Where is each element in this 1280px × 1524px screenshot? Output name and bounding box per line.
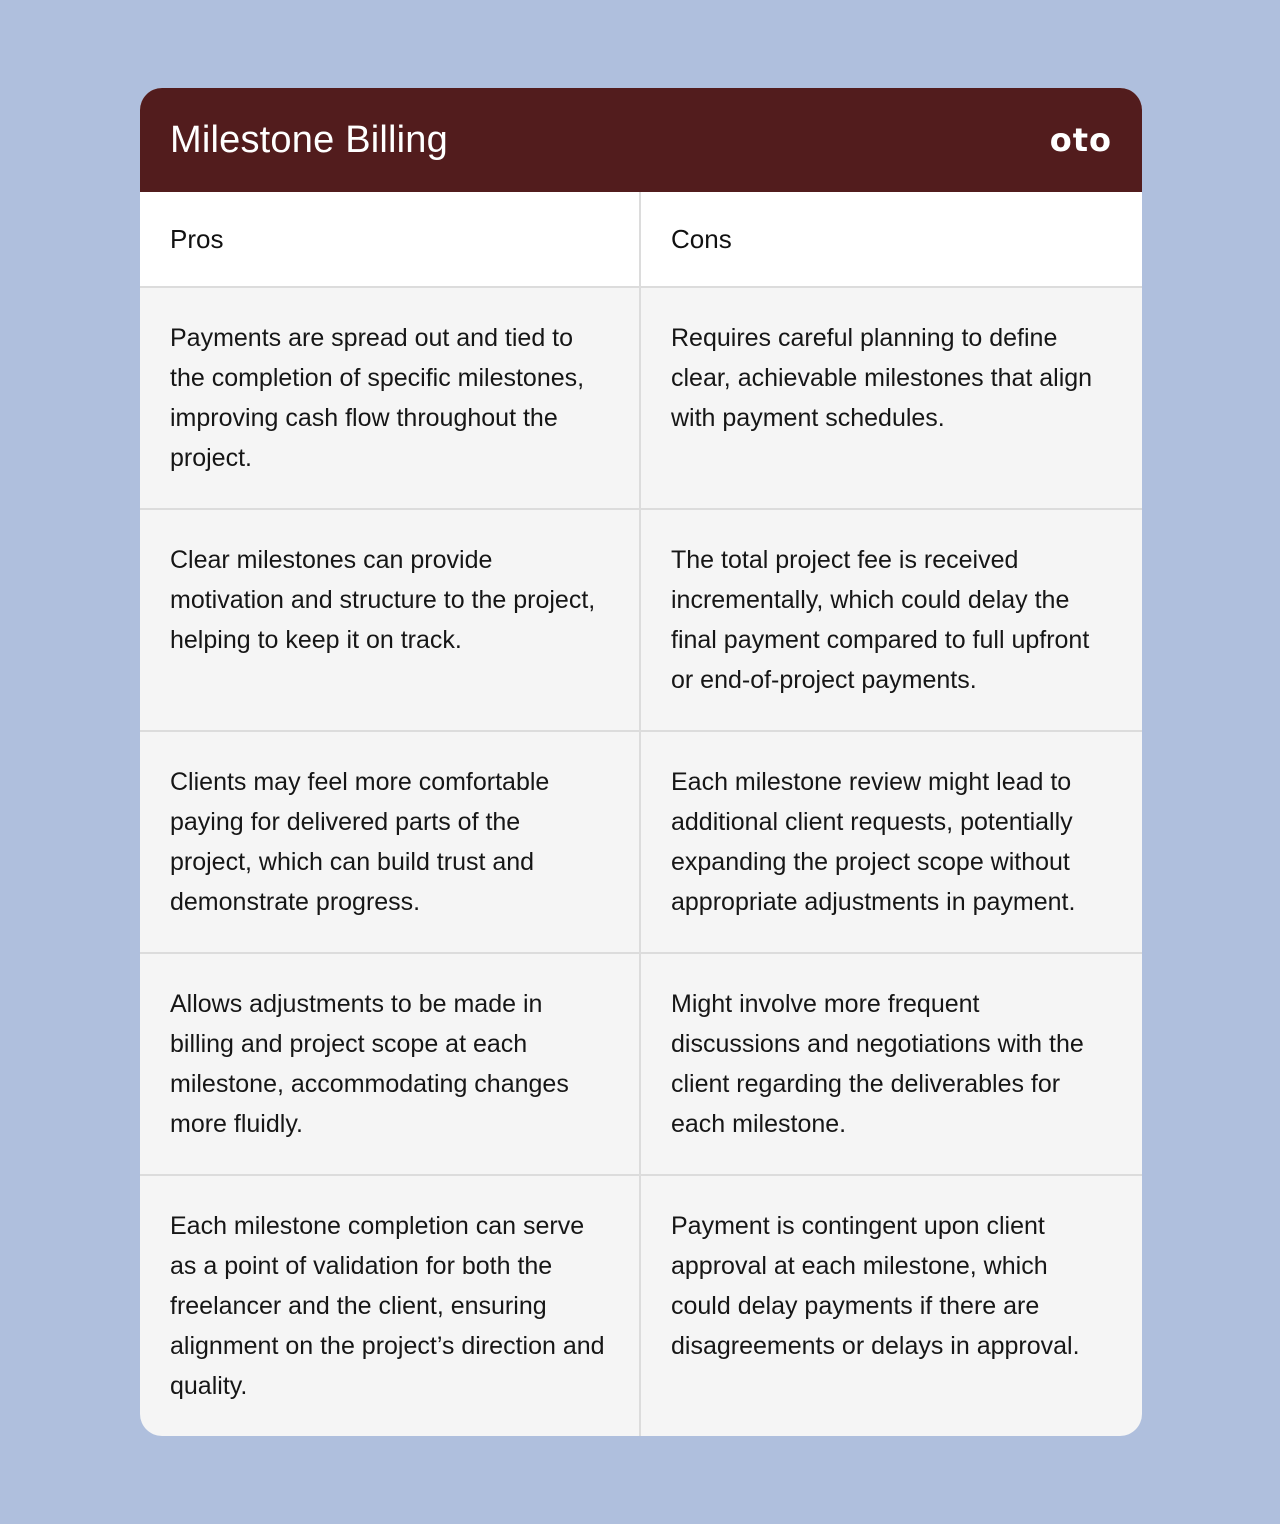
pro-cell xyxy=(140,1176,641,1436)
pro-cell xyxy=(140,510,641,730)
con-text: Payment is contingent upon client approval at each milestone, which could delay payments if there are disagreements or delays in approval. xyxy=(671,1212,1080,1360)
con-cell xyxy=(641,954,1142,1174)
con-cell xyxy=(641,288,1142,508)
pros-cons-card xyxy=(140,88,1142,1436)
pro-cell xyxy=(140,954,641,1174)
table-row xyxy=(140,288,1142,510)
con-text: Each milestone review might lead to additional client requests, potentially expanding the project scope without appropriate adjustments in payment. xyxy=(671,768,1076,916)
pro-cell xyxy=(140,288,641,508)
con-cell xyxy=(641,510,1142,730)
con-cell xyxy=(641,732,1142,952)
card-header xyxy=(140,88,1142,192)
pro-text: Clear milestones can provide motivation and structure to the project, helping to keep it on track. xyxy=(170,546,596,654)
table-row xyxy=(140,1176,1142,1436)
con-text: Might involve more frequent discussions and negotiations with the client regarding the deliverables for each milestone. xyxy=(671,990,1084,1138)
cons-column-header: Cons xyxy=(671,223,732,254)
pros-header-cell xyxy=(140,192,641,286)
con-cell xyxy=(641,1176,1142,1436)
pro-text: Each milestone completion can serve as a point of validation for both the freelancer and the client, ensuring alignment on the project’s direction and quality. xyxy=(170,1212,605,1400)
pros-column-header: Pros xyxy=(170,223,224,254)
table-header-row xyxy=(140,192,1142,288)
pro-text: Allows adjustments to be made in billing and project scope at each milestone, accommodating changes more fluidly. xyxy=(170,990,569,1138)
pro-text: Clients may feel more comfortable paying for delivered parts of the project, which can build trust and demonstrate progress. xyxy=(170,768,550,916)
table-row xyxy=(140,510,1142,732)
pro-cell xyxy=(140,732,641,952)
table-row xyxy=(140,954,1142,1176)
oto-logo: oto xyxy=(1049,121,1112,159)
con-text: The total project fee is received incrementally, which could delay the final payment compared to full upfront or end-of-project payments. xyxy=(671,546,1090,694)
cons-header-cell xyxy=(641,192,1142,286)
card-title: Milestone Billing xyxy=(170,118,448,161)
con-text: Requires careful planning to define clear, achievable milestones that align with payment schedules. xyxy=(671,324,1093,432)
table-row xyxy=(140,732,1142,954)
pro-text: Payments are spread out and tied to the completion of specific milestones, improving cash flow throughout the project. xyxy=(170,324,585,472)
